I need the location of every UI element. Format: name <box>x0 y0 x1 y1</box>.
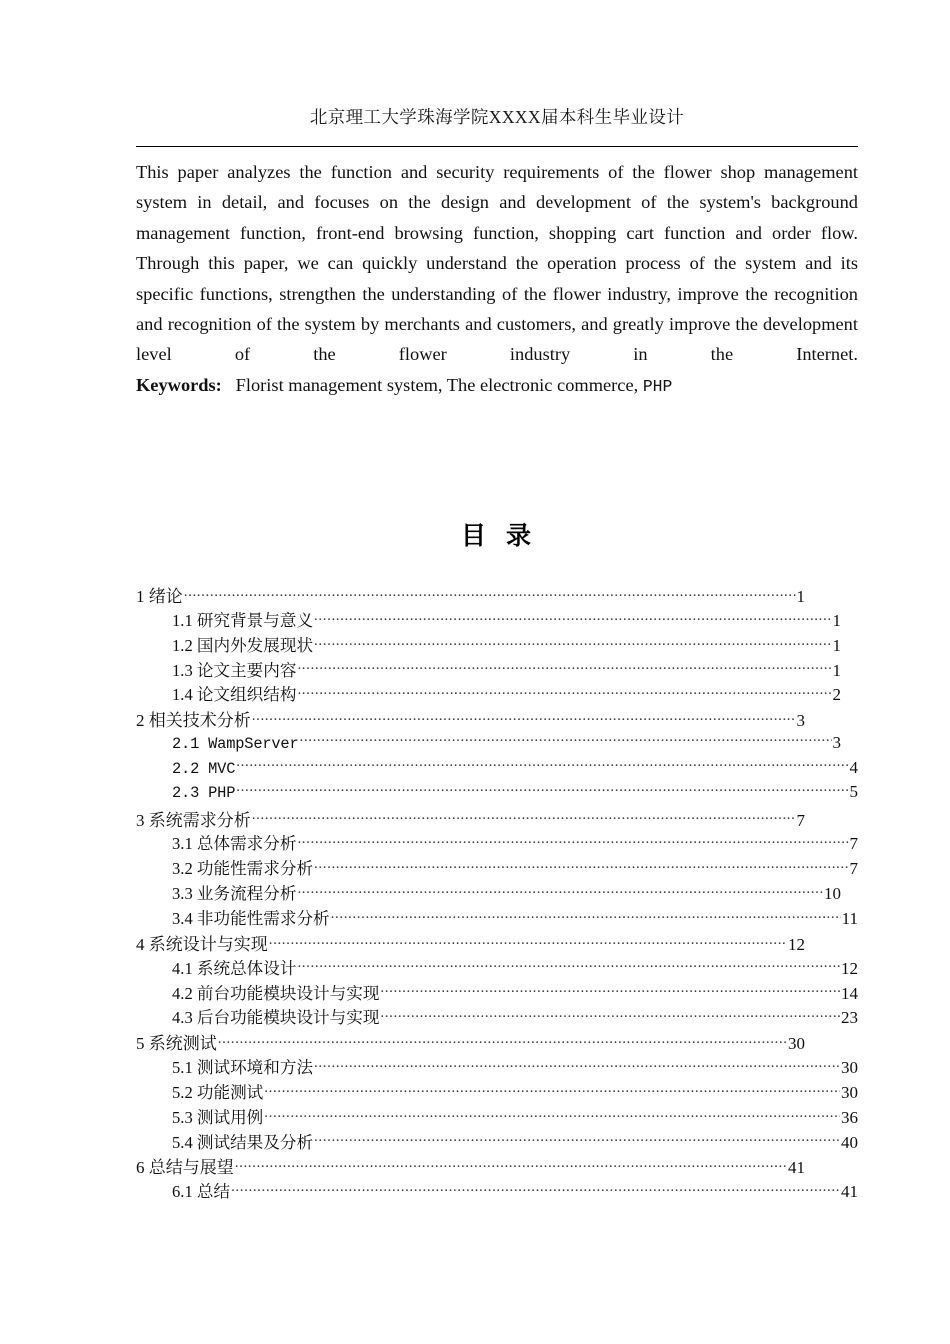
toc-entry-label: 2.1 WampServer <box>172 734 299 753</box>
toc-leader-dots <box>235 1156 787 1173</box>
toc-entry[interactable] <box>136 855 858 880</box>
toc-entry-label: 6.1 总结 <box>172 1182 231 1202</box>
toc-leader-dots <box>380 1007 840 1024</box>
toc-entry-label: 4.2 前台功能模块设计与实现 <box>172 983 380 1003</box>
header-divider <box>136 146 858 147</box>
toc-entry-page-number: 36 <box>841 1107 858 1127</box>
toc-entry-page-number: 1 <box>796 587 805 606</box>
toc-entry[interactable] <box>136 1029 805 1054</box>
toc-leader-dots <box>236 781 848 798</box>
toc-leader-dots <box>297 883 823 900</box>
toc-entry-page-number: 5 <box>849 782 858 802</box>
toc-entry-label: 1.4 论文组织结构 <box>172 685 297 705</box>
running-header <box>136 104 858 129</box>
toc-leader-dots <box>297 833 848 850</box>
toc-entry-label: 1.3 论文主要内容 <box>172 660 297 680</box>
keywords-line <box>136 370 858 402</box>
toc-entry-label: 5.1 测试环境和方法 <box>172 1058 314 1078</box>
toc-entry-page-number: 30 <box>788 1034 805 1054</box>
toc-entry[interactable] <box>136 1004 858 1029</box>
toc-entry-page-number: 1 <box>832 660 841 680</box>
toc-entry-page-number: 1 <box>832 610 841 630</box>
toc-leader-dots <box>331 907 841 924</box>
toc-entry[interactable] <box>136 632 841 657</box>
toc-entry[interactable] <box>136 706 805 731</box>
keywords-value-mono: PHP <box>642 377 673 396</box>
toc-leader-dots <box>264 1081 840 1098</box>
toc-entry-page-number: 10 <box>824 884 841 904</box>
toc-leader-dots <box>314 858 848 875</box>
toc-leader-dots <box>314 609 831 626</box>
toc-entry[interactable] <box>136 582 805 607</box>
toc-entry-label: 2.3 PHP <box>172 784 236 803</box>
keywords-value: Florist management system, The electronic commerce, <box>235 375 643 395</box>
toc-entry-label: 4.1 系统总体设计 <box>172 958 297 978</box>
abstract-paragraph: This paper analyzes the function and security requirements of the flower shop management system in detail, and focuses on the design and development of the system's background management function, front-end browsing function, shopping cart function and order flow. Through this paper, we can quickly understand the operation process of the system and its specific functions, strengthen the understanding of the flower industry, improve the recognition and recognition of the system by merchants and customers, and greatly improve the development level of the flower industry in the Internet. <box>136 162 858 365</box>
toc-entry-page-number: 3 <box>796 711 805 731</box>
toc-entry-label: 1 绪论 <box>136 587 183 606</box>
toc-entry[interactable] <box>136 905 858 930</box>
toc-entry-page-number: 4 <box>849 757 858 777</box>
abstract-section <box>136 157 858 370</box>
toc-entry[interactable] <box>136 830 858 855</box>
toc-leader-dots <box>269 933 787 950</box>
toc-entry-page-number: 7 <box>849 834 858 854</box>
table-of-contents <box>136 582 858 1203</box>
toc-entry[interactable] <box>136 1129 858 1154</box>
toc-entry[interactable] <box>136 657 841 682</box>
toc-leader-dots <box>184 585 796 602</box>
toc-leader-dots <box>297 659 831 676</box>
toc-entry-label: 4.3 后台功能模块设计与实现 <box>172 1008 380 1028</box>
toc-leader-dots <box>314 1131 840 1148</box>
toc-entry-page-number: 40 <box>841 1132 858 1152</box>
toc-entry-label: 5.3 测试用例 <box>172 1107 264 1127</box>
toc-entry[interactable] <box>136 1104 858 1129</box>
toc-leader-dots <box>297 684 831 701</box>
toc-entry-label: 3.4 非功能性需求分析 <box>172 908 330 928</box>
toc-entry[interactable] <box>136 930 805 955</box>
toc-leader-dots <box>297 957 840 974</box>
toc-entry-label: 3 系统需求分析 <box>136 810 251 830</box>
toc-leader-dots <box>252 809 796 826</box>
toc-entry-label: 3.1 总体需求分析 <box>172 834 297 854</box>
toc-leader-dots <box>231 1181 840 1198</box>
toc-entry-label: 2.2 MVC <box>172 759 236 778</box>
toc-entry[interactable] <box>136 731 841 756</box>
toc-leader-dots <box>218 1032 787 1049</box>
toc-entry-page-number: 41 <box>788 1158 805 1178</box>
toc-leader-dots <box>264 1106 840 1123</box>
toc-entry[interactable] <box>136 607 841 632</box>
toc-entry[interactable] <box>136 756 858 781</box>
toc-entry[interactable] <box>136 1178 858 1203</box>
toc-entry[interactable] <box>136 806 805 831</box>
toc-entry-page-number: 41 <box>841 1182 858 1202</box>
toc-entry-page-number: 12 <box>788 934 805 954</box>
toc-title <box>136 516 858 552</box>
toc-entry-label: 5 系统测试 <box>136 1034 217 1054</box>
toc-entry[interactable] <box>136 1054 858 1079</box>
toc-leader-dots <box>236 756 848 773</box>
toc-entry-label: 1.1 研究背景与意义 <box>172 610 314 630</box>
toc-entry-page-number: 30 <box>841 1082 858 1102</box>
toc-leader-dots <box>252 709 796 726</box>
toc-entry[interactable] <box>136 880 841 905</box>
keywords-label: Keywords: <box>136 375 222 395</box>
toc-entry-page-number: 14 <box>841 983 858 1003</box>
toc-entry-label: 6 总结与展望 <box>136 1158 234 1178</box>
toc-entry-page-number: 1 <box>832 635 841 655</box>
toc-entry[interactable] <box>136 1153 805 1178</box>
toc-entry-label: 5.4 测试结果及分析 <box>172 1132 314 1152</box>
toc-entry[interactable] <box>136 955 858 980</box>
running-header-title: 北京理工大学珠海学院XXXX届本科生毕业设计 <box>309 107 685 127</box>
toc-entry-label: 2 相关技术分析 <box>136 711 251 731</box>
toc-title-char-1: 目 <box>460 523 488 550</box>
toc-entry-label: 3.3 业务流程分析 <box>172 884 297 904</box>
toc-leader-dots <box>300 731 832 748</box>
toc-entry-label: 1.2 国内外发展现状 <box>172 635 314 655</box>
toc-entry-label: 3.2 功能性需求分析 <box>172 859 314 879</box>
toc-entry-page-number: 7 <box>849 859 858 879</box>
toc-title-char-2: 录 <box>506 523 534 550</box>
toc-leader-dots <box>314 1056 840 1073</box>
toc-entry-page-number: 2 <box>832 685 841 705</box>
toc-entry-page-number: 23 <box>841 1008 858 1028</box>
toc-entry-label: 4 系统设计与实现 <box>136 934 268 954</box>
toc-leader-dots <box>380 982 840 999</box>
toc-entry-page-number: 30 <box>841 1058 858 1078</box>
toc-entry-page-number: 11 <box>841 908 858 928</box>
toc-leader-dots <box>314 634 831 651</box>
toc-entry-page-number: 3 <box>832 732 841 752</box>
toc-entry[interactable] <box>136 681 841 706</box>
toc-entry[interactable] <box>136 781 858 806</box>
toc-entry-page-number: 7 <box>796 810 805 830</box>
toc-entry[interactable] <box>136 980 858 1005</box>
toc-entry-label: 5.2 功能测试 <box>172 1082 264 1102</box>
toc-entry[interactable] <box>136 1079 858 1104</box>
toc-entry-page-number: 12 <box>841 958 858 978</box>
